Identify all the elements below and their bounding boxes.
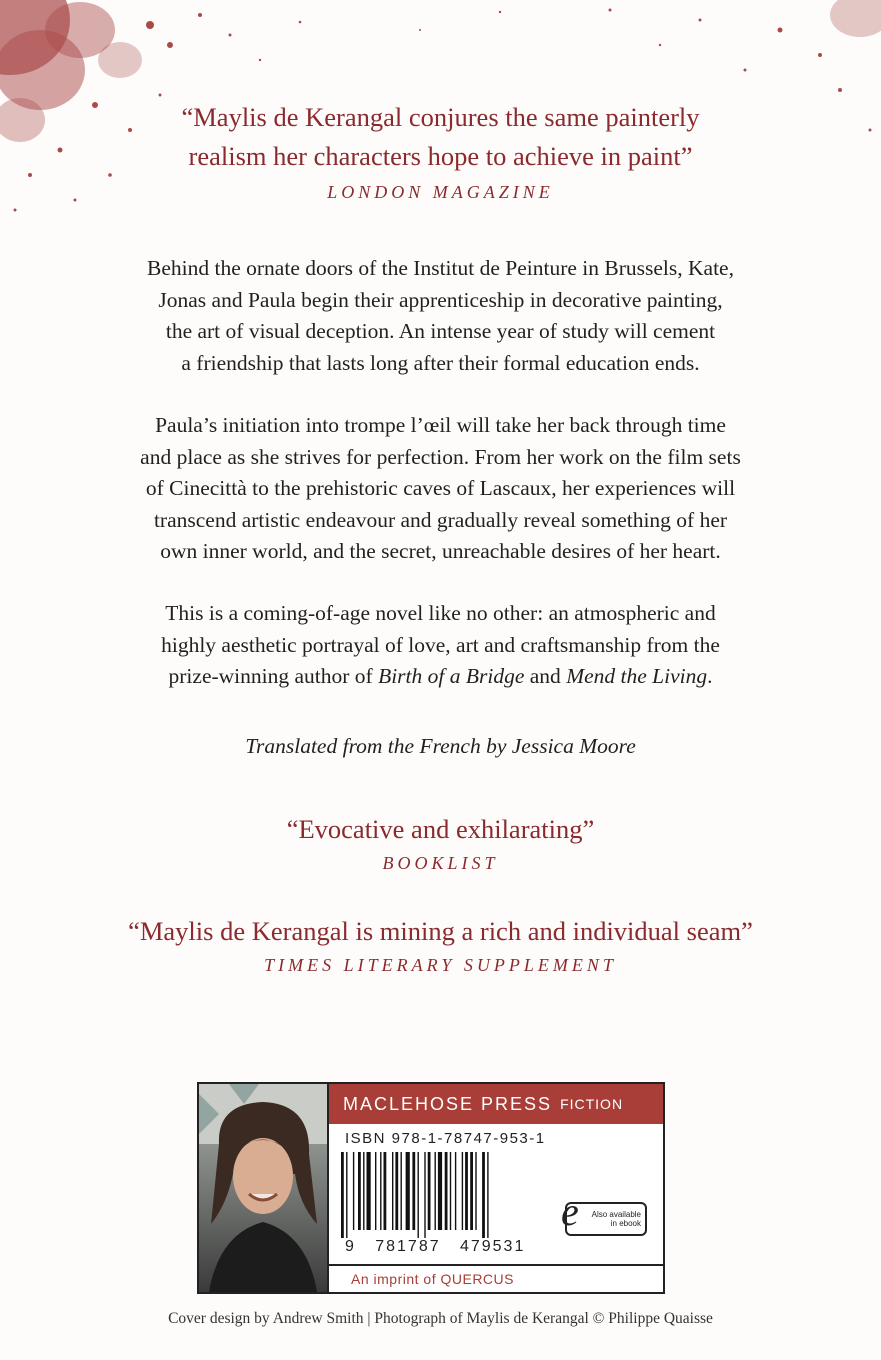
quote-text: “Maylis de Kerangal is mining a rich and individual seam” bbox=[128, 916, 753, 946]
barcode-digits: 9 781787 479531 bbox=[345, 1238, 526, 1255]
barcode-bar bbox=[353, 1152, 354, 1230]
paragraph-line: the art of visual deception. An intense year of study will cement bbox=[165, 319, 716, 343]
barcode-bar bbox=[346, 1152, 347, 1238]
barcode-bar bbox=[392, 1152, 393, 1230]
paragraph-line: This is a coming-of-age novel like no other: an atmospheric and bbox=[165, 601, 716, 625]
paragraph-line: Paula’s initiation into trompe l’œil will take her back through time bbox=[155, 413, 726, 437]
paragraph-line: highly aesthetic portrayal of love, art and craftsmanship from the bbox=[161, 632, 720, 657]
translator-credit bbox=[0, 734, 881, 759]
quote-source: TIMES LITERARY SUPPLEMENT bbox=[264, 955, 617, 975]
paragraph-line: Behind the ornate doors of the Institut de Peinture in Brussels, Kate, bbox=[147, 256, 734, 280]
barcode-bar bbox=[384, 1152, 387, 1230]
barcode-bar bbox=[438, 1152, 442, 1230]
barcode-bar bbox=[406, 1152, 410, 1230]
barcode-bar bbox=[435, 1152, 436, 1230]
barcode-bar bbox=[450, 1152, 451, 1230]
barcode-bar bbox=[358, 1152, 361, 1230]
barcode-bar bbox=[363, 1152, 364, 1230]
barcode-bar bbox=[465, 1152, 468, 1230]
cover-credits: Cover design by Andrew Smith | Photograph of Maylis de Kerangal © Philippe Quaisse bbox=[168, 1310, 713, 1327]
description-paragraph-2 bbox=[0, 410, 881, 568]
barcode-bar bbox=[380, 1152, 381, 1230]
publisher-name: MACLEHOSE PRESS bbox=[343, 1093, 553, 1114]
text-fragment: and bbox=[524, 664, 567, 688]
paragraph-line: a friendship that lasts long after their formal education ends. bbox=[181, 350, 700, 375]
barcode-bar bbox=[470, 1152, 473, 1230]
paragraph-line: of Cinecittà to the prehistoric caves of Lascaux, her experiences will bbox=[145, 476, 736, 500]
barcode-bar bbox=[395, 1152, 398, 1230]
barcode-bar bbox=[424, 1152, 425, 1238]
ebook-e-icon: e bbox=[561, 1189, 579, 1234]
paragraph-line: own inner world, and the secret, unreachable desires of her heart. bbox=[160, 539, 721, 563]
barcode-bar bbox=[462, 1152, 463, 1230]
barcode-bar bbox=[341, 1152, 344, 1238]
ebook-text: in ebook bbox=[610, 1219, 641, 1228]
author-photo bbox=[199, 1084, 329, 1292]
barcode-bar bbox=[401, 1152, 402, 1230]
barcode-bar bbox=[487, 1152, 488, 1238]
quote-source: LONDON MAGAZINE bbox=[327, 182, 554, 202]
publisher-bar bbox=[329, 1084, 663, 1124]
ebook-text: Also available bbox=[591, 1210, 641, 1219]
paragraph-line bbox=[0, 661, 881, 693]
barcode-bar bbox=[418, 1152, 419, 1238]
quote-tls bbox=[0, 912, 881, 976]
text-fragment: . bbox=[707, 664, 713, 688]
quote-london-magazine bbox=[0, 98, 881, 203]
description-paragraph-1 bbox=[0, 253, 881, 379]
author-portrait-illustration bbox=[199, 1084, 327, 1292]
barcode-bar bbox=[445, 1152, 448, 1230]
category-label: FICTION bbox=[560, 1096, 624, 1112]
quote-text: realism her characters hope to achieve in paint” bbox=[188, 141, 693, 171]
isbn-number: ISBN 978-1-78747-953-1 bbox=[345, 1130, 546, 1147]
barcode-bar bbox=[475, 1152, 476, 1230]
ebook-badge bbox=[561, 1189, 647, 1236]
quote-text: “Evocative and exhilarating” bbox=[286, 814, 595, 844]
barcode-bar bbox=[455, 1152, 456, 1230]
barcode bbox=[339, 1152, 535, 1238]
barcode-bar bbox=[367, 1152, 371, 1230]
barcode-bar bbox=[375, 1152, 376, 1230]
book-title: Birth of a Bridge bbox=[378, 664, 525, 688]
quote-booklist bbox=[0, 810, 881, 874]
publisher-barcode-panel bbox=[197, 1082, 665, 1294]
book-title: Mend the Living bbox=[566, 664, 708, 688]
paragraph-line: transcend artistic endeavour and gradually reveal something of her bbox=[153, 507, 728, 532]
barcode-bar bbox=[482, 1152, 485, 1238]
text-fragment: prize-winning author of bbox=[168, 664, 379, 688]
translated-text: Translated from the French by Jessica Moore bbox=[245, 734, 636, 758]
imprint-label: An imprint of QUERCUS bbox=[329, 1264, 663, 1292]
description-paragraph-3 bbox=[0, 598, 881, 693]
quote-text: “Maylis de Kerangal conjures the same painterly bbox=[181, 102, 700, 132]
quote-source: BOOKLIST bbox=[382, 853, 499, 873]
barcode-bar bbox=[428, 1152, 431, 1230]
paragraph-line: Jonas and Paula begin their apprenticeship in decorative painting, bbox=[158, 287, 723, 312]
barcode-bar bbox=[412, 1152, 415, 1230]
paragraph-line: and place as she strives for perfection. From her work on the film sets bbox=[140, 444, 741, 469]
